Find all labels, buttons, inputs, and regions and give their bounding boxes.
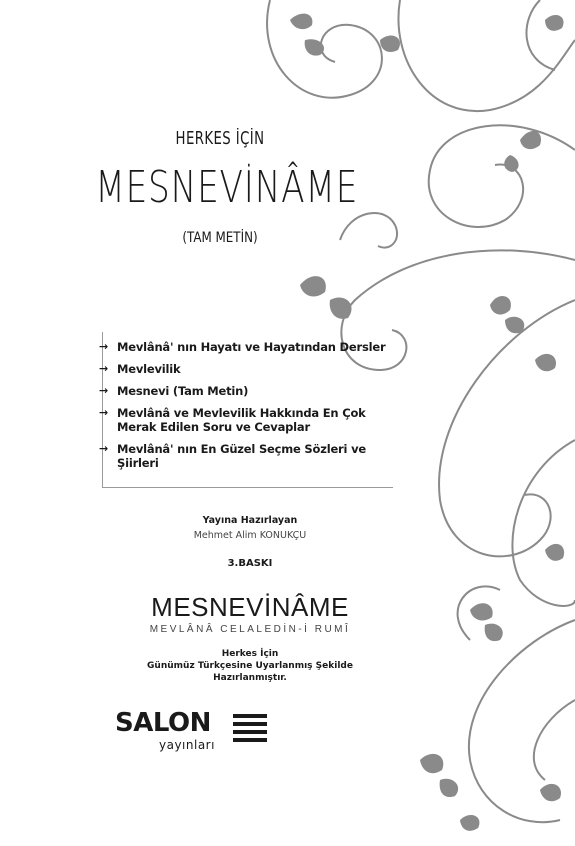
contents-item: → Mevlânâ' nın En Güzel Seçme Sözleri ve Şiirleri	[99, 442, 366, 470]
publisher-name: SALON	[115, 708, 211, 738]
series-label: HERKES İÇİN	[175, 128, 265, 149]
arrow-right-icon: →	[99, 406, 109, 419]
contents-item: → Mevlânâ ve Mevlevilik Hakkında En Çok Merak Edilen Soru ve Cevaplar	[99, 406, 366, 434]
editor-name: Mehmet Alim KONUKÇU	[193, 530, 307, 541]
arrow-right-icon: →	[99, 362, 109, 375]
publisher-logo	[115, 708, 275, 756]
footer-title: MESNEVİNÂME	[151, 592, 349, 622]
contents-item: → Mevlânâ' nın Hayatı ve Hayatından Dersler	[99, 340, 386, 354]
book-lines-icon	[233, 712, 269, 748]
arrow-right-icon: →	[99, 384, 109, 397]
blurb: Herkes İçin Günümüz Türkçesine Uyarlanmış Şekilde Hazırlanmıştır.	[147, 649, 353, 683]
contents-box	[99, 332, 393, 488]
arrow-right-icon: →	[99, 442, 109, 455]
book-subtitle: (TAM METİN)	[182, 230, 258, 246]
arrow-right-icon: →	[99, 340, 109, 353]
publisher-subtitle: yayınları	[159, 738, 215, 752]
contents-item: → Mevlevilik	[99, 362, 181, 376]
book-title: MESNEVİNÂME	[95, 162, 359, 213]
contents-list	[99, 332, 393, 470]
footer-author: MEVLÂNÂ CELALEDİN-İ RUMÎ	[149, 624, 351, 635]
prepared-by-label: Yayına Hazırlayan	[202, 515, 298, 526]
contents-item: → Mesnevi (Tam Metin)	[99, 384, 249, 398]
edition-label: 3.BASKI	[227, 558, 273, 569]
